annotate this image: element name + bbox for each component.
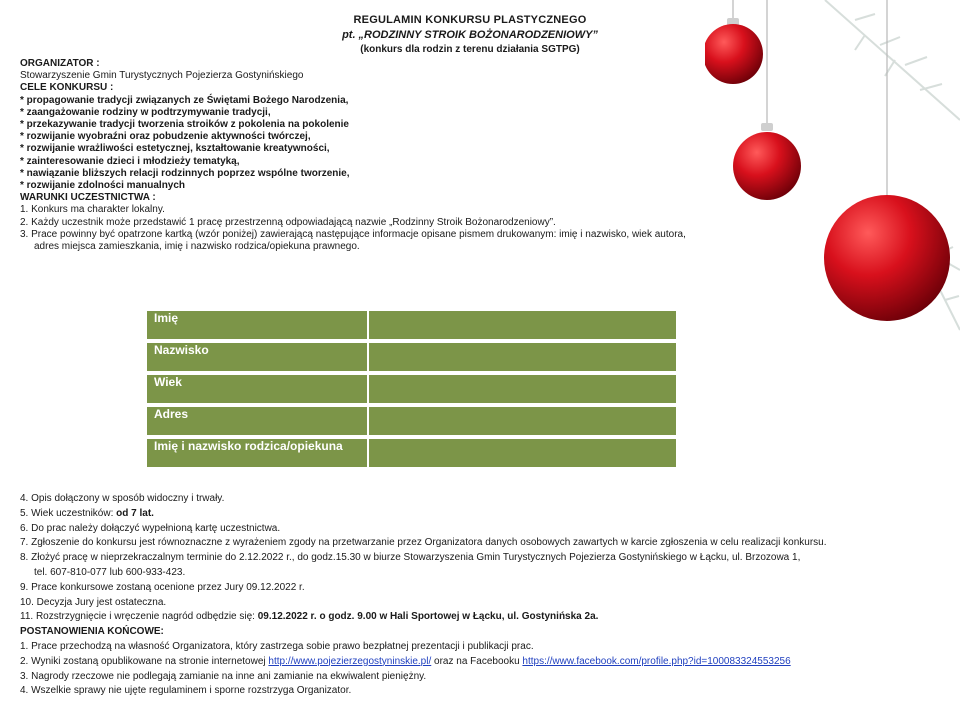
table-row — [147, 343, 676, 371]
table-row — [147, 407, 676, 435]
table-row — [147, 311, 676, 339]
bauble-large-icon — [824, 195, 950, 321]
rule-item: 10. Decyzja Jury jest ostateczna. — [20, 596, 167, 608]
entry-card-label: Imię i nazwisko rodzica/opiekuna — [147, 439, 369, 467]
rule-item: 6. Do prac należy dołączyć wypełnioną kartę uczestnictwa. — [20, 522, 281, 534]
final-item: 4. Wszelkie sprawy nie ujęte regulaminem i sporne rozstrzyga Organizator. — [20, 685, 352, 697]
organizer-name: Stowarzyszenie Gmin Turystycznych Pojezierza Gostynińskiego — [20, 70, 304, 82]
final-item — [20, 655, 940, 670]
christmas-baubles-icon — [705, 0, 960, 345]
goals-heading: CELE KONKURSU : — [20, 82, 114, 94]
regulations-bottom — [20, 492, 940, 699]
final-text: oraz na Facebooku — [431, 655, 523, 667]
rule-item: 4. Opis dołączony w sposób widoczny i trwały. — [20, 493, 225, 504]
rule-item: 7. Zgłoszenie do konkursu jest równoznaczne z wyrażeniem zgody na przetwarzanie przez Organizatora danych osobowych zawartych w karcie zgłoszenia w celu realizacji konkursu. — [20, 537, 827, 549]
rule-item: 9. Prace konkursowe zostaną ocenione przez Jury 09.12.2022 r. — [20, 581, 305, 593]
document-subtitle-2: (konkurs dla rodzin z terenu działania SGTPG) — [360, 44, 580, 55]
facebook-link[interactable]: https://www.facebook.com/profile.php?id=100083324553256 — [522, 655, 791, 667]
goal-item: * rozwijanie zdolności manualnych — [20, 180, 186, 192]
goal-item: * przekazywanie tradycji tworzenia stroików z pokolenia na pokolenie — [20, 119, 349, 131]
rule-item — [20, 610, 940, 625]
document-header — [300, 14, 640, 55]
entry-card-value — [369, 375, 676, 403]
document-title: REGULAMIN KONKURSU PLASTYCZNEGO — [353, 14, 587, 26]
entry-card-label: Imię — [147, 311, 369, 339]
final-provisions-heading: POSTANOWIENIA KOŃCOWE: — [20, 626, 164, 638]
goal-item: * zaangażowanie rodziny w podtrzymywanie tradycji, — [20, 106, 271, 118]
entry-card-value — [369, 311, 676, 339]
entry-card-value — [369, 343, 676, 371]
entry-card-label: Nazwisko — [147, 343, 369, 371]
table-row — [147, 375, 676, 403]
goal-item: * nawiązanie bliższych relacji rodzinnych poprzez wspólne tworzenie, — [20, 167, 350, 179]
entry-card-table — [147, 307, 676, 471]
final-text: 2. Wyniki zostaną opublikowane na stronie internetowej — [20, 655, 269, 667]
bauble-top-icon — [705, 18, 763, 84]
entry-card-value — [369, 439, 676, 467]
rule-item — [20, 507, 940, 522]
bauble-middle-icon — [733, 123, 801, 200]
goal-item: * rozwijanie wrażliwości estetycznej, kształtowanie kreatywności, — [20, 143, 330, 155]
goal-item: * rozwijanie wyobraźni oraz pobudzenie aktywności twórczej, — [20, 131, 311, 143]
rule-text: 5. Wiek uczestników: — [20, 507, 117, 519]
condition-item-continuation: adres miejsca zamieszkania, imię i nazwisko rodzica/opiekuna prawnego. — [34, 241, 360, 253]
final-item: 1. Prace przechodzą na własność Organizatora, który zastrzega sobie prawo bezpłatnej prezentacji i publikacji prac. — [20, 640, 534, 652]
goal-item: * propagowanie tradycji związanych ze Świętami Bożego Narodzenia, — [20, 94, 349, 106]
website-link[interactable]: http://www.pojezierzegostyninskie.pl/ — [268, 655, 432, 667]
entry-card-value — [369, 407, 676, 435]
rule-item-continuation: tel. 607-810-077 lub 600-933-423. — [34, 566, 186, 578]
regulations-top — [20, 58, 780, 253]
condition-item: 3. Prace powinny być opatrzone kartką (wzór poniżej) zawierającą następujące informacje opisane pismem drukowanym: imię i nazwisko, wiek autora, — [20, 228, 686, 240]
organizer-heading: ORGANIZATOR : — [20, 58, 100, 69]
rule-highlight: 09.12.2022 r. o godz. 9.00 w Hali Sportowej w Łącku, ul. Gostynińska 2a. — [257, 611, 599, 623]
entry-card-label: Wiek — [147, 375, 369, 403]
document-subtitle: pt. „RODZINNY STROIK BOŻONARODZENIOWY” — [342, 29, 598, 41]
condition-item: 1. Konkurs ma charakter lokalny. — [20, 204, 165, 216]
conditions-heading: WARUNKI UCZESTNICTWA : — [20, 192, 156, 204]
rule-text: 11. Rozstrzygnięcie i wręczenie nagród odbędzie się: — [20, 611, 258, 623]
final-item: 3. Nagrody rzeczowe nie podlegają zamianie na inne ani zamianie na ekwiwalent pieniężny. — [20, 670, 427, 682]
rule-highlight: od 7 lat. — [116, 507, 154, 519]
table-row — [147, 439, 676, 467]
rule-item: 8. Złożyć pracę w nieprzekraczalnym terminie do 2.12.2022 r., do godz.15.30 w biurze Stowarzyszenia Gmin Turystycznych Pojezierza Gostynińskiego w Łącku, ul. Brzozowa 1, — [20, 552, 801, 564]
condition-item: 2. Każdy uczestnik może przedstawić 1 pracę przestrzenną odpowiadającą nazwie „Rodzinny Stroik Bożonarodzeniowy”. — [20, 216, 556, 228]
goal-item: * zainteresowanie dzieci i młodzieży tematyką, — [20, 155, 240, 167]
entry-card-label: Adres — [147, 407, 369, 435]
